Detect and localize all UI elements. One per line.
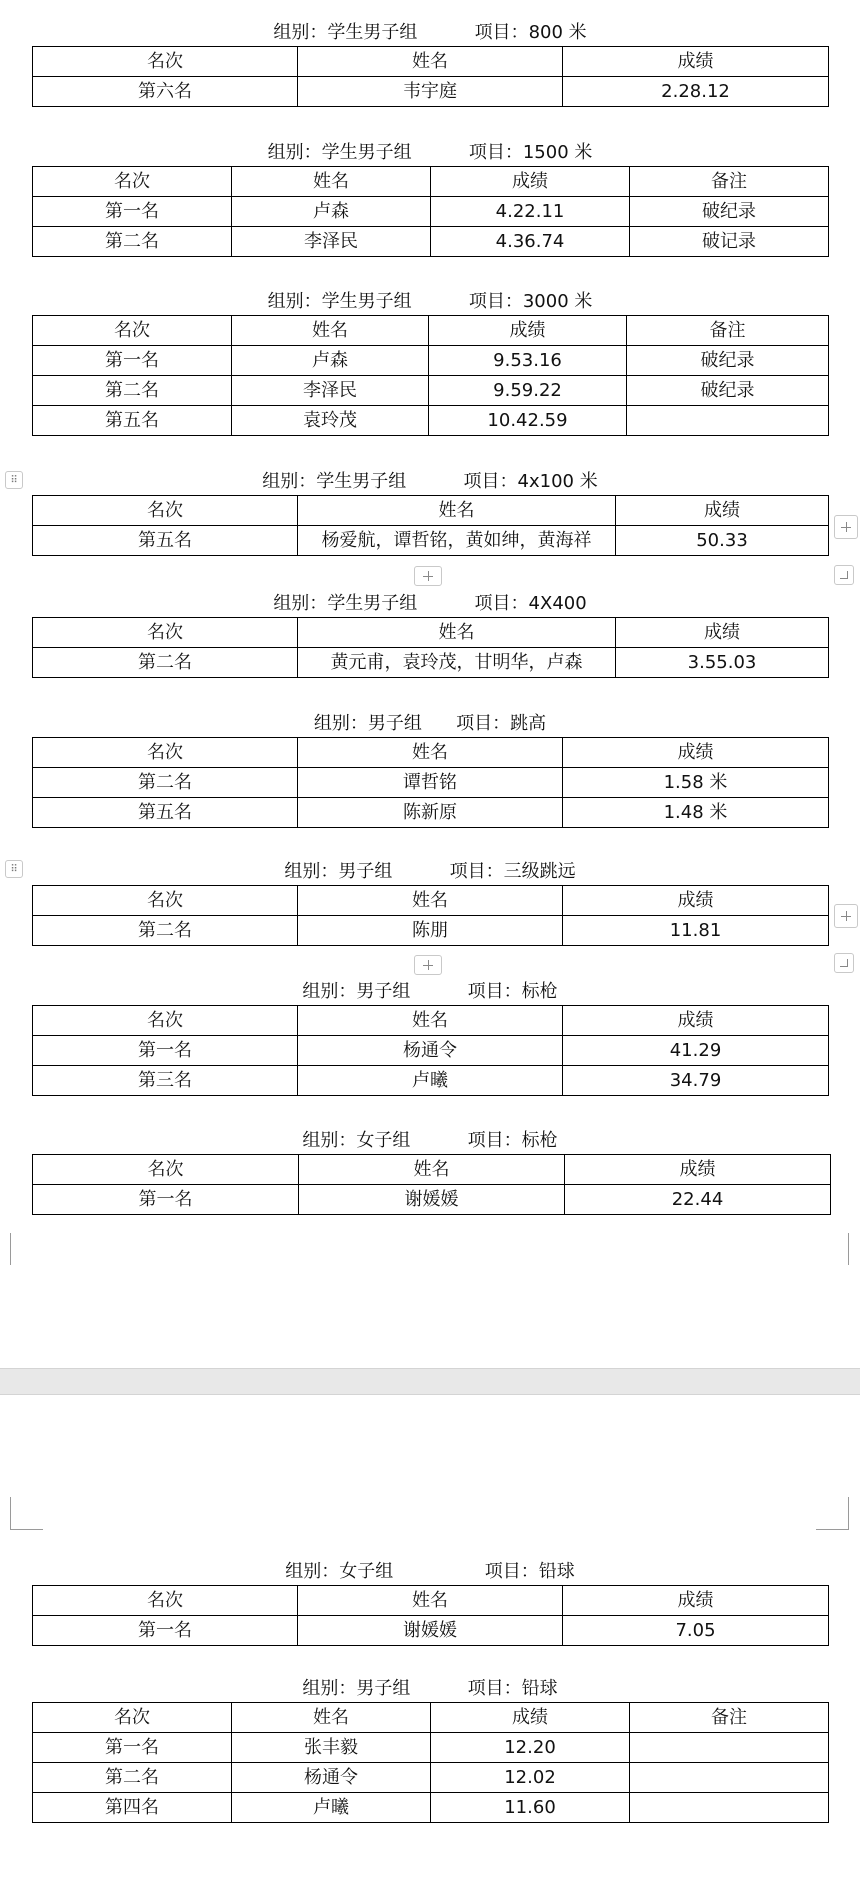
header-cell: 名次	[33, 1155, 299, 1185]
table-row	[33, 1793, 829, 1823]
name-cell: 陈朋	[298, 916, 563, 946]
table-row	[33, 916, 829, 946]
score-cell: 22.44	[565, 1185, 831, 1215]
add-row-button[interactable]	[414, 955, 442, 975]
score-cell: 34.79	[563, 1066, 829, 1096]
event-name: 4X400	[528, 593, 587, 614]
rank-cell: 第六名	[33, 77, 298, 107]
group-name: 男子组	[356, 981, 411, 1002]
table-row	[33, 77, 829, 107]
header-cell: 成绩	[616, 496, 829, 526]
result-table-block	[32, 709, 828, 831]
score-cell: 4.36.74	[431, 227, 630, 257]
group-name: 学生男子组	[321, 142, 412, 163]
table-caption: 组别：学生男子组 项目：4X400	[273, 593, 587, 614]
name-cell: 卢森	[232, 197, 431, 227]
rank-cell: 第二名	[33, 227, 232, 257]
header-cell: 成绩	[431, 167, 630, 197]
table-row	[33, 376, 829, 406]
score-cell: 50.33	[616, 526, 829, 556]
rank-cell: 第一名	[33, 1733, 232, 1763]
table-row	[33, 1616, 829, 1646]
table-caption: 组别：女子组 项目：铅球	[285, 1561, 575, 1582]
name-cell: 卢森	[232, 346, 429, 376]
name-cell: 张丰毅	[232, 1733, 431, 1763]
header-cell: 成绩	[563, 738, 829, 768]
header-cell: 姓名	[299, 1155, 565, 1185]
event-name: 800 米	[528, 22, 587, 43]
group-name: 学生男子组	[327, 22, 418, 43]
table-caption: 组别：女子组 项目：标枪	[302, 1130, 558, 1151]
header-cell: 名次	[33, 167, 232, 197]
results-table	[32, 1702, 829, 1823]
event-name: 铅球	[538, 1561, 575, 1582]
name-cell: 谢媛媛	[299, 1185, 565, 1215]
rank-cell: 第二名	[33, 648, 298, 678]
note-cell: 破记录	[630, 227, 829, 257]
table-caption: 组别：学生男子组 项目：4x100 米	[262, 471, 598, 492]
score-cell: 10.42.59	[429, 406, 627, 436]
page-margin-corner	[816, 1497, 849, 1530]
results-table	[32, 617, 829, 678]
results-table	[32, 495, 829, 556]
header-cell: 名次	[33, 738, 298, 768]
header-cell: 名次	[33, 618, 298, 648]
table-header-row	[33, 886, 829, 916]
name-cell: 卢曦	[298, 1066, 563, 1096]
table-row	[33, 1733, 829, 1763]
score-cell: 41.29	[563, 1036, 829, 1066]
header-cell: 名次	[33, 886, 298, 916]
results-table	[32, 885, 829, 946]
header-cell: 成绩	[565, 1155, 831, 1185]
group-name: 男子组	[356, 1678, 411, 1699]
event-name: 铅球	[521, 1678, 558, 1699]
note-cell: 破纪录	[627, 376, 829, 406]
table-caption: 组别：学生男子组 项目：800 米	[273, 22, 587, 43]
note-cell: 破纪录	[630, 197, 829, 227]
header-cell: 成绩	[429, 316, 627, 346]
add-column-button[interactable]	[834, 904, 858, 928]
note-cell	[630, 1763, 829, 1793]
rank-cell: 第五名	[33, 526, 298, 556]
table-caption: 组别：学生男子组 项目：1500 米	[267, 142, 593, 163]
event-name: 三级跳远	[503, 861, 576, 882]
rank-cell: 第一名	[33, 1185, 299, 1215]
table-row	[33, 346, 829, 376]
header-cell: 备注	[630, 1703, 829, 1733]
results-table	[32, 1154, 831, 1215]
table-caption: 组别：男子组 项目：跳高	[313, 713, 547, 734]
page-gap	[0, 1368, 860, 1395]
table-header-row	[33, 47, 829, 77]
score-cell: 9.53.16	[429, 346, 627, 376]
name-cell: 杨爱航，谭哲铭，黄如绅，黄海祥	[298, 526, 616, 556]
table-row	[33, 526, 829, 556]
header-cell: 名次	[33, 1586, 298, 1616]
result-table-block	[32, 138, 828, 260]
header-cell: 成绩	[563, 1586, 829, 1616]
page-margin-corner	[816, 1233, 849, 1265]
group-name: 女子组	[339, 1561, 394, 1582]
header-cell: 姓名	[232, 316, 429, 346]
event-name: 4x100 米	[517, 471, 598, 492]
header-cell: 名次	[33, 496, 298, 526]
header-cell: 成绩	[431, 1703, 630, 1733]
header-cell: 姓名	[232, 1703, 431, 1733]
header-cell: 名次	[33, 1703, 232, 1733]
table-row	[33, 1036, 829, 1066]
rank-cell: 第一名	[33, 1036, 298, 1066]
result-table-block	[32, 589, 828, 681]
event-name: 3000 米	[522, 291, 593, 312]
event-name: 标枪	[521, 981, 558, 1002]
event-name: 跳高	[510, 713, 547, 734]
header-cell: 姓名	[298, 1006, 563, 1036]
table-row	[33, 768, 829, 798]
group-name: 男子组	[338, 861, 393, 882]
score-cell: 1.48 米	[563, 798, 829, 828]
score-cell: 1.58 米	[563, 768, 829, 798]
table-row	[33, 406, 829, 436]
results-table	[32, 315, 829, 436]
add-column-button[interactable]	[834, 515, 858, 539]
table-header-row	[33, 1006, 829, 1036]
score-cell: 3.55.03	[616, 648, 829, 678]
name-cell: 袁玲茂	[232, 406, 429, 436]
page-margin-corner	[10, 1233, 43, 1265]
header-cell: 备注	[630, 167, 829, 197]
table-row	[33, 798, 829, 828]
name-cell: 陈新原	[298, 798, 563, 828]
score-cell: 2.28.12	[563, 77, 829, 107]
group-name: 男子组	[367, 713, 422, 734]
header-cell: 姓名	[298, 1586, 563, 1616]
rank-cell: 第一名	[33, 1616, 298, 1646]
result-table-block	[32, 18, 828, 110]
header-cell: 成绩	[563, 47, 829, 77]
table-header-row	[33, 316, 829, 346]
rank-cell: 第二名	[33, 376, 232, 406]
page-margin-corner	[10, 1497, 43, 1530]
table-move-handle[interactable]: ⠿	[5, 860, 23, 878]
rank-cell: 第五名	[33, 798, 298, 828]
group-name: 学生男子组	[316, 471, 407, 492]
result-table-block	[32, 977, 828, 1099]
table-resize-handle[interactable]	[834, 953, 854, 973]
table-header-row	[33, 738, 829, 768]
header-cell: 成绩	[616, 618, 829, 648]
header-cell: 姓名	[232, 167, 431, 197]
result-table-block	[32, 1674, 828, 1826]
table-caption: 组别：男子组 项目：三级跳远	[284, 861, 576, 882]
score-cell: 9.59.22	[429, 376, 627, 406]
header-cell: 姓名	[298, 496, 616, 526]
table-row	[33, 1185, 831, 1215]
rank-cell: 第二名	[33, 916, 298, 946]
header-cell: 姓名	[298, 738, 563, 768]
table-row	[33, 1066, 829, 1096]
rank-cell: 第三名	[33, 1066, 298, 1096]
table-caption: 组别：学生男子组 项目：3000 米	[267, 291, 593, 312]
name-cell: 卢曦	[232, 1793, 431, 1823]
rank-cell: 第四名	[33, 1793, 232, 1823]
group-name: 学生男子组	[321, 291, 412, 312]
rank-cell: 第一名	[33, 346, 232, 376]
results-table	[32, 166, 829, 257]
score-cell: 12.02	[431, 1763, 630, 1793]
rank-cell: 第五名	[33, 406, 232, 436]
table-resize-handle[interactable]	[834, 565, 854, 585]
table-row	[33, 227, 829, 257]
rank-cell: 第二名	[33, 1763, 232, 1793]
results-table	[32, 46, 829, 107]
rank-cell: 第一名	[33, 197, 232, 227]
table-header-row	[33, 1703, 829, 1733]
name-cell: 谢媛媛	[298, 1616, 563, 1646]
header-cell: 名次	[33, 47, 298, 77]
header-cell: 成绩	[563, 1006, 829, 1036]
header-cell: 备注	[627, 316, 829, 346]
header-cell: 姓名	[298, 618, 616, 648]
table-header-row	[33, 1155, 831, 1185]
note-cell	[627, 406, 829, 436]
table-caption: 组别：男子组 项目：标枪	[302, 981, 558, 1002]
name-cell: 韦宇庭	[298, 77, 563, 107]
score-cell: 11.60	[431, 1793, 630, 1823]
name-cell: 黄元甫，袁玲茂，甘明华，卢森	[298, 648, 616, 678]
add-row-button[interactable]	[414, 566, 442, 586]
table-row	[33, 648, 829, 678]
table-row	[33, 1763, 829, 1793]
note-cell: 破纪录	[627, 346, 829, 376]
table-header-row	[33, 496, 829, 526]
header-cell: 姓名	[298, 47, 563, 77]
header-cell: 姓名	[298, 886, 563, 916]
name-cell: 谭哲铭	[298, 768, 563, 798]
results-table	[32, 1005, 829, 1096]
name-cell: 杨通令	[298, 1036, 563, 1066]
result-table-block	[32, 1126, 828, 1218]
table-header-row	[33, 1586, 829, 1616]
table-header-row	[33, 618, 829, 648]
result-table-block	[32, 287, 828, 439]
results-table	[32, 737, 829, 828]
name-cell: 杨通令	[232, 1763, 431, 1793]
header-cell: 名次	[33, 316, 232, 346]
table-header-row	[33, 167, 829, 197]
results-table	[32, 1585, 829, 1646]
header-cell: 成绩	[563, 886, 829, 916]
table-caption: 组别：男子组 项目：铅球	[302, 1678, 558, 1699]
name-cell: 李泽民	[232, 376, 429, 406]
score-cell: 11.81	[563, 916, 829, 946]
table-row	[33, 197, 829, 227]
group-name: 女子组	[356, 1130, 411, 1151]
table-move-handle[interactable]: ⠿	[5, 471, 23, 489]
result-table-block	[32, 467, 828, 559]
header-cell: 名次	[33, 1006, 298, 1036]
score-cell: 7.05	[563, 1616, 829, 1646]
result-table-block	[32, 1557, 828, 1649]
event-name: 1500 米	[522, 142, 593, 163]
note-cell	[630, 1793, 829, 1823]
name-cell: 李泽民	[232, 227, 431, 257]
group-name: 学生男子组	[327, 593, 418, 614]
rank-cell: 第二名	[33, 768, 298, 798]
note-cell	[630, 1733, 829, 1763]
score-cell: 12.20	[431, 1733, 630, 1763]
score-cell: 4.22.11	[431, 197, 630, 227]
result-table-block	[32, 857, 828, 949]
event-name: 标枪	[521, 1130, 558, 1151]
